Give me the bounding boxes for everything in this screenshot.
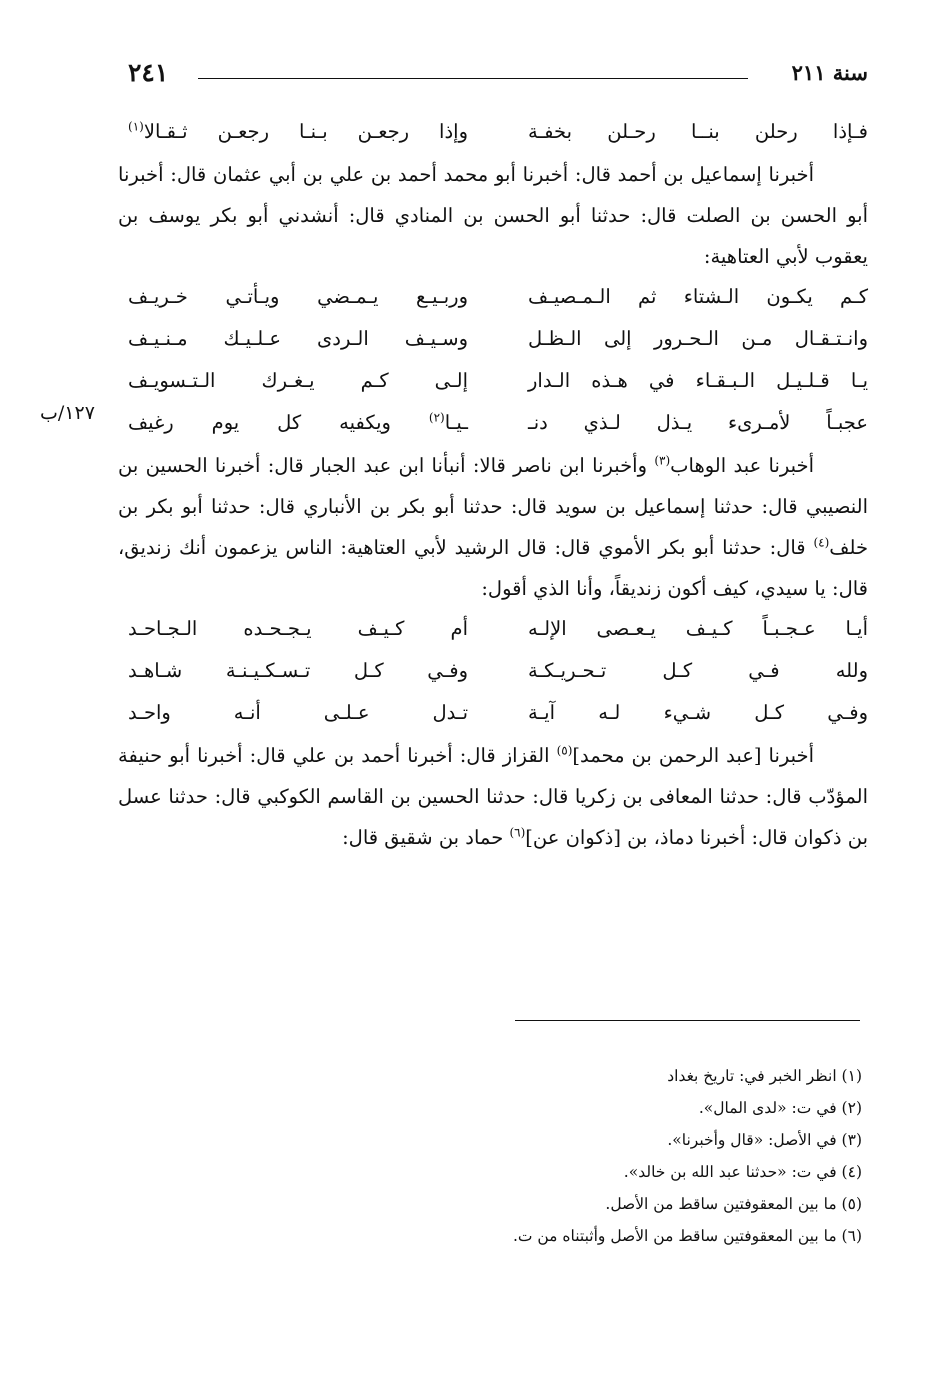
paragraph-text: قال: حدثنا أبو بكر الأموي قال: قال الرشيد لأبي العتاهية: الناس يزعمون أنك زنديق، قال: يا سيدي، كيف أكون زنديقاً، وأنا الذي أقول: xyxy=(118,536,868,600)
verse-line xyxy=(118,361,868,403)
footnote-item: (١) انظر الخبر في: تاريخ بغداد xyxy=(667,1067,862,1085)
hemistich-first: وانـتـقـال مـن الـحـرور إلى الـظـل xyxy=(528,327,868,350)
hemistich-second xyxy=(128,327,468,350)
hemistich-text: ـيـا xyxy=(444,411,468,434)
running-head: سنة ٢١١ xyxy=(791,60,868,85)
verse-line xyxy=(118,651,868,693)
paragraph-text: حماد بن شقيق قال: xyxy=(342,826,510,849)
hemistich-first: ولله فـي كـل تـحـريـكـة xyxy=(528,659,868,682)
paragraph-text: وأخبرنا ابن ناصر قالا: أنبأنا ابن عبد الجبار قال: أخبرنا الحسين بن النصيبي قال: حدثنا إسماعيل بن سويد قال: حدثنا أبو بكر بن الأنباري قال: حدثنا أبو بكر بن خلف xyxy=(118,454,868,559)
hemistich-text: وربـيـع يـمـضي ويـأتـي خـريـف xyxy=(128,285,468,308)
verse-line xyxy=(118,693,868,735)
hemistich-first: يـا قـلـيـل الـبـقـاء في هـذه الـدار xyxy=(528,369,868,392)
verse-line xyxy=(118,277,868,319)
footnotes xyxy=(402,1060,862,1252)
verse-line xyxy=(118,403,868,445)
hemistich-second xyxy=(128,120,468,143)
page-header xyxy=(118,58,868,98)
footnote-item: (٤) في ت: «حدثنا عبد الله بن خالد». xyxy=(623,1163,862,1181)
hemistich-text: إلـى كـم يـغـرك الـتـسويـف xyxy=(128,369,468,392)
hemistich-text: وإذا رجعـن بـنـا رجعـن ثـقـالا xyxy=(143,120,468,143)
paragraph-text: أخبرنا عبد الوهاب xyxy=(670,454,814,477)
hemistich-text: وفـي كـل تـسـكـيـنـة شـاهـد xyxy=(128,659,468,682)
prose-paragraph xyxy=(118,154,868,277)
prose-paragraph xyxy=(118,735,868,858)
footnote-rule xyxy=(515,1020,860,1021)
hemistich-second xyxy=(128,411,468,434)
hemistich-first: عجبـاً لأمـرىء يـذل لـذي دنـ xyxy=(528,411,868,434)
page-number: ٢٤١ xyxy=(128,58,169,87)
hemistich-second xyxy=(128,659,468,682)
footnote-marker: (٣) xyxy=(654,453,671,468)
hemistich-first: أيـا عـجـبـاً كـيـف يـعـصى الإلـه xyxy=(528,617,868,640)
paragraph-text: القزاز قال: أخبرنا أحمد بن علي قال: أخبرنا أبو حنيفة المؤدّب قال: حدثنا المعافى بن زكريا قال: حدثنا الحسين بن القاسم الكوكبي قال: حدثنا عسل بن ذكوان قال: أخبرنا دماذ، بن [ذكوان عن] xyxy=(118,744,868,849)
verse-line xyxy=(118,319,868,361)
hemistich-second xyxy=(128,701,468,724)
paragraph-text: أخبرنا [عبد الرحمن بن محمد] xyxy=(572,744,814,767)
prose-paragraph xyxy=(118,445,868,609)
footnote-marker: (٦) xyxy=(509,825,526,840)
header-rule xyxy=(198,78,748,79)
verse-line xyxy=(118,609,868,651)
margin-folio-note: ١٢٧/ب xyxy=(40,402,95,424)
footnote-item: (٣) في الأصل: «قال وأخبرنا». xyxy=(667,1131,862,1149)
hemistich-text-rest: ويكفيه كل يوم رغيف xyxy=(128,411,429,434)
hemistich-second xyxy=(128,285,468,308)
footnote-item: (٦) ما بين المعقوفتين ساقط من الأصل وأثبتناه من ت. xyxy=(512,1227,862,1245)
footnote-item: (٢) في ت: «لدى المال». xyxy=(698,1099,862,1117)
hemistich-first: وفـي كـل شـيء لـه آيـة xyxy=(528,701,868,724)
hemistich-second xyxy=(128,617,468,640)
hemistich-first: كـم يكـون الـشتاء ثم الـمـصيـف xyxy=(528,285,868,308)
footnote-marker: (٥) xyxy=(556,743,573,758)
verse-line xyxy=(118,112,868,154)
hemistich-first: فـإذا رحلن بنــا رحـلن بخفـة xyxy=(528,120,868,143)
hemistich-second xyxy=(128,369,468,392)
hemistich-text: تـدل عـلـى أنـه واحـد xyxy=(128,701,468,724)
main-text xyxy=(118,112,868,858)
footnote-marker: (٢) xyxy=(428,410,445,425)
footnote-marker: (١) xyxy=(128,119,144,134)
hemistich-text: وسـيـف الـردى عـلـيـك مـنـيـف xyxy=(128,327,468,350)
hemistich-text: أم كـيـف يـجـحـده الـجـاحـد xyxy=(128,617,468,640)
footnote-marker: (٤) xyxy=(813,535,830,550)
footnote-item: (٥) ما بين المعقوفتين ساقط من الأصل. xyxy=(605,1195,862,1213)
paragraph-text: أخبرنا إسماعيل بن أحمد قال: أخبرنا أبو محمد أحمد بن علي بن أبي عثمان قال: أخبرنا أبو الحسن بن الصلت قال: حدثنا أبو الحسن بن المنادي قال: أنشدني أبو بكر يوسف بن يعقوب لأبي العتاهية: xyxy=(118,163,868,268)
